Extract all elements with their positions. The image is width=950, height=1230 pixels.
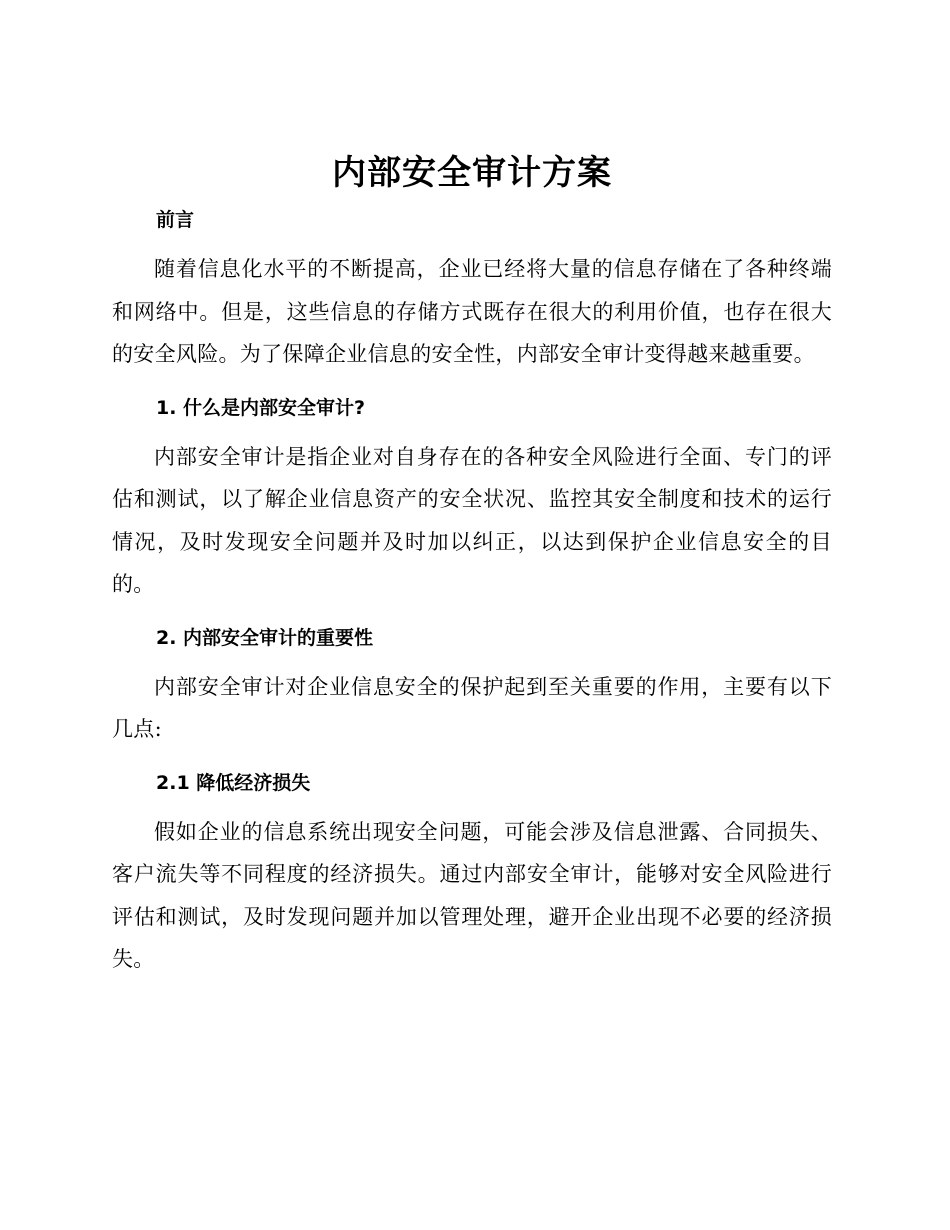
section-paragraph-preface: 随着信息化水平的不断提高，企业已经将大量的信息存储在了各种终端和网络中。但是，这些信息的存储方式既存在很大的利用价值，也存在很大的安全风险。为了保障企业信息的安全性，内部安全审计变得越来越重要。 xyxy=(112,257,832,366)
section-paragraph-what-is-audit: 内部安全审计是指企业对自身存在的各种安全风险进行全面、专门的评估和测试，以了解企业信息资产的安全状况、监控其安全制度和技术的运行情况，及时发现安全问题并及时加以纠正，以达到保护企业信息安全的目的。 xyxy=(112,444,832,596)
section-heading-what-is-audit: 1. 什么是内部安全审计? xyxy=(156,396,366,419)
section-heading-importance: 2. 内部安全审计的重要性 xyxy=(156,626,374,649)
section-heading-preface: 前言 xyxy=(156,209,195,231)
document-title: 内部安全审计方案 xyxy=(332,153,612,193)
section-paragraph-importance: 内部安全审计对企业信息安全的保护起到至关重要的作用，主要有以下几点: xyxy=(112,674,832,741)
document-body xyxy=(112,150,832,981)
section-paragraph-reduce-loss: 假如企业的信息系统出现安全问题，可能会涉及信息泄露、合同损失、客户流失等不同程度的经济损失。通过内部安全审计，能够对安全风险进行评估和测试，及时发现问题并加以管理处理，避开企业出现不必要的经济损失。 xyxy=(112,819,832,971)
section-heading-reduce-loss: 2.1 降低经济损失 xyxy=(156,771,311,794)
